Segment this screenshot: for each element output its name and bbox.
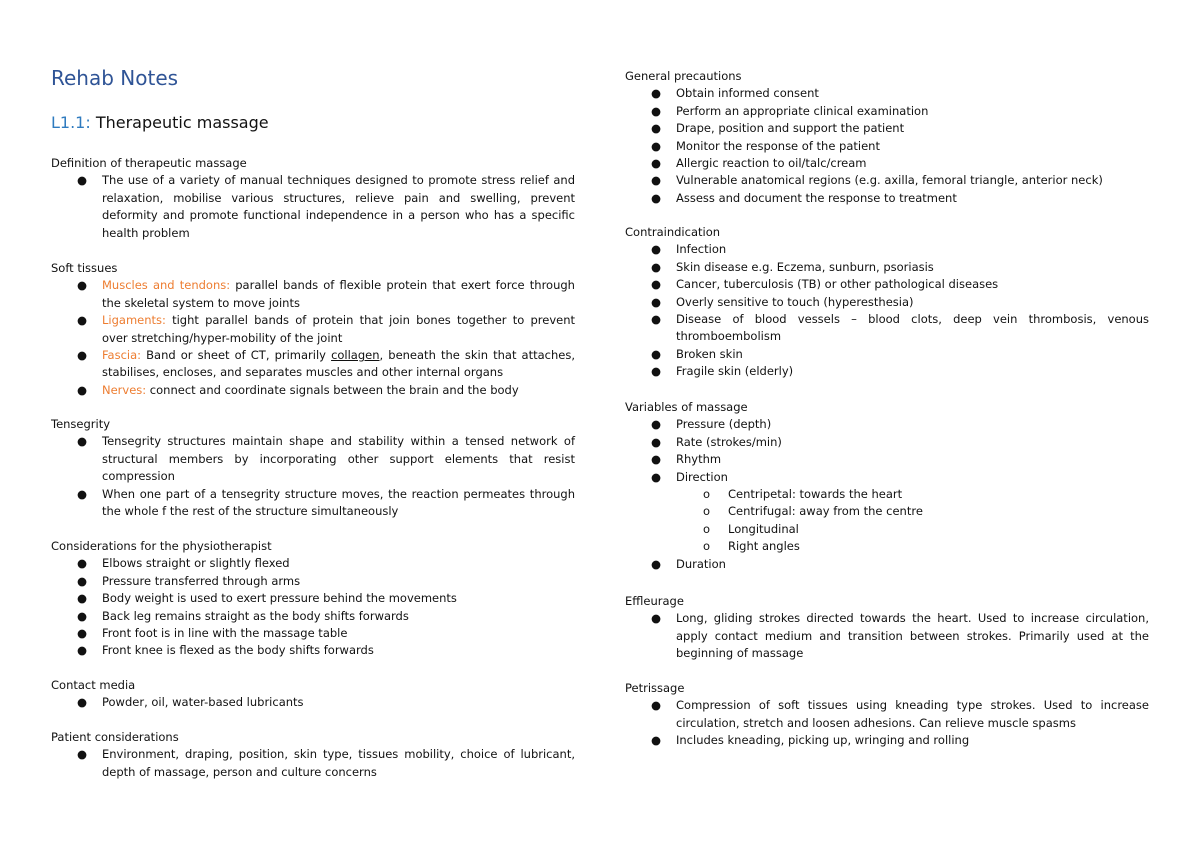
bullet-icon: ● — [651, 190, 662, 205]
list-item: ● Infection — [625, 241, 1149, 258]
sub-list-item: o Right angles — [676, 538, 1149, 555]
list-item: ● Overly sensitive to touch (hyperesthesia) — [625, 294, 1149, 311]
precautions-section — [625, 68, 1149, 207]
list-item: ● Allergic reaction to oil/talc/cream — [625, 155, 1149, 172]
section-heading: Tensegrity — [51, 417, 111, 431]
bullet-icon: ● — [651, 434, 662, 449]
bullet-icon: ● — [651, 417, 662, 432]
bullet-icon: ● — [651, 312, 662, 327]
bullet-list — [51, 433, 575, 520]
section-heading: Petrissage — [625, 681, 685, 695]
list-item: ● Rate (strokes/min) — [625, 434, 1149, 451]
bullet-icon: ● — [651, 611, 662, 626]
sub-list — [676, 486, 1149, 556]
list-item: ● Nerves: connect and coordinate signals between the brain and the body — [51, 382, 575, 399]
bullet-icon: ● — [77, 382, 88, 397]
circle-bullet-icon: o — [703, 504, 711, 519]
term-label: Muscles and tendons: — [102, 278, 231, 293]
bullet-icon: ● — [651, 698, 662, 713]
bullet-icon: ● — [651, 346, 662, 361]
bullet-list — [625, 610, 1149, 662]
bullet-icon: ● — [77, 434, 88, 449]
bullet-icon: ● — [77, 278, 88, 293]
bullet-icon: ● — [651, 121, 662, 136]
circle-bullet-icon: o — [703, 539, 711, 554]
term-label: Fascia: — [102, 348, 142, 363]
list-item: ● Long, gliding strokes directed towards the heart. Used to increase circulation, apply contact medium and transition between strokes. Primarily used at the beginning of massage — [651, 611, 1149, 661]
bullet-icon: ● — [651, 86, 662, 101]
list-item: ● Assess and document the response to treatment — [625, 190, 1149, 207]
bullet-icon: ● — [651, 469, 662, 484]
bullet-icon: ● — [77, 695, 88, 710]
list-item: ● Muscles and tendons: parallel bands of flexible protein that exert force through the skeletal system to move joints — [77, 278, 575, 310]
bullet-list — [625, 416, 1149, 573]
bullet-list — [51, 746, 575, 781]
circle-bullet-icon: o — [703, 487, 711, 502]
list-item: ● Rhythm — [625, 451, 1149, 468]
contraindication-section — [625, 224, 1149, 381]
contact-media-section — [51, 677, 575, 712]
bullet-icon: ● — [77, 556, 88, 571]
list-item: ● Cancer, tuberculosis (TB) or other pathological diseases — [625, 276, 1149, 293]
bullet-icon: ● — [77, 608, 88, 623]
bullet-icon: ● — [651, 277, 662, 292]
bullet-icon: ● — [77, 626, 88, 641]
term-label: Ligaments: — [102, 313, 166, 328]
bullet-icon: ● — [77, 591, 88, 606]
list-item: ● Disease of blood vessels – blood clots, deep vein thrombosis, venous thromboembolism — [651, 312, 1149, 344]
bullet-icon: ● — [77, 747, 88, 762]
list-item: ● Perform an appropriate clinical examination — [625, 103, 1149, 120]
list-item: ● Monitor the response of the patient — [625, 138, 1149, 155]
section-heading: Soft tissues — [51, 261, 118, 275]
list-item: ● Compression of soft tissues using kneading type strokes. Used to increase circulation, stretch and loosen adhesions. Can relieve muscle spasms — [651, 698, 1149, 730]
bullet-icon: ● — [651, 156, 662, 171]
bullet-list — [51, 694, 575, 711]
list-item: ● Pressure (depth) — [625, 416, 1149, 433]
lecture-heading — [51, 113, 269, 132]
list-item: ● When one part of a tensegrity structure moves, the reaction permeates through the whole f the rest of the structure simultaneously — [77, 486, 575, 519]
bullet-icon: ● — [651, 556, 662, 571]
list-item: ● Elbows straight or slightly flexed — [51, 555, 575, 572]
section-heading: Contact media — [51, 678, 136, 692]
bullet-icon: ● — [651, 294, 662, 309]
list-item: ● Back leg remains straight as the body shifts forwards — [51, 608, 575, 625]
bullet-icon: ● — [77, 173, 88, 188]
bullet-icon: ● — [651, 452, 662, 467]
bullet-icon: ● — [651, 259, 662, 274]
definition-section — [51, 155, 575, 242]
bullet-icon: ● — [651, 733, 662, 748]
section-heading: Considerations for the physiotherapist — [51, 539, 272, 553]
list-item: ● The use of a variety of manual techniques designed to promote stress relief and relaxation, mobilise various structures, relieve pain and swelling, prevent deformity and promote functional independence in a person who has a specific health problem — [77, 173, 575, 240]
bullet-list — [51, 555, 575, 659]
list-item: ● Fascia: Band or sheet of CT, primarily collagen, beneath the skin that attaches, stabilises, encloses, and separates muscles and other internal organs — [77, 348, 575, 380]
sub-list-item: o Centripetal: towards the heart — [676, 486, 1149, 503]
list-item: ● Pressure transferred through arms — [51, 573, 575, 590]
page-title: Rehab Notes — [51, 66, 179, 90]
bullet-icon: ● — [77, 313, 88, 328]
lecture-number: L1.1: — [51, 113, 91, 132]
bullet-list — [51, 277, 575, 399]
list-item: ● Duration — [625, 556, 1149, 573]
list-item: ● Skin disease e.g. Eczema, sunburn, psoriasis — [625, 259, 1149, 276]
bullet-icon: ● — [77, 573, 88, 588]
effleurage-section — [625, 593, 1149, 663]
variables-section — [625, 399, 1149, 573]
soft-tissues-section — [51, 260, 575, 399]
bullet-icon: ● — [651, 138, 662, 153]
patient-considerations-section — [51, 729, 575, 781]
list-item: ● Obtain informed consent — [625, 85, 1149, 102]
term-label: Nerves: — [102, 382, 147, 397]
sub-list-item: o Longitudinal — [676, 521, 1149, 538]
list-item: ● Broken skin — [625, 346, 1149, 363]
section-heading: Definition of therapeutic massage — [51, 156, 247, 170]
sub-list-item: o Centrifugal: away from the centre — [676, 503, 1149, 520]
bullet-icon: ● — [77, 348, 88, 363]
lecture-title: Therapeutic massage — [95, 113, 269, 132]
list-item: ● Tensegrity structures maintain shape and stability within a tensed network of structural members by incorporating other support elements that resist compression — [77, 434, 575, 484]
list-item: ● Powder, oil, water-based lubricants — [51, 694, 575, 711]
bullet-icon: ● — [651, 103, 662, 118]
petrissage-section — [625, 680, 1149, 750]
bullet-icon: ● — [77, 486, 88, 501]
section-heading: General precautions — [625, 69, 742, 83]
section-heading: Contraindication — [625, 225, 721, 239]
list-item: ● Direction o Centripetal: towards the heart o Centrifugal: away from the centre o Longitudinal o Right angles — [625, 469, 1149, 556]
list-item: ● Fragile skin (elderly) — [625, 363, 1149, 380]
list-item: ● Ligaments: tight parallel bands of protein that join bones together to prevent over stretching/hyper-mobility of the joint — [77, 313, 575, 345]
list-item: ● Vulnerable anatomical regions (e.g. axilla, femoral triangle, anterior neck) — [625, 172, 1149, 189]
tensegrity-section — [51, 416, 575, 520]
list-item: ● Body weight is used to exert pressure behind the movements — [51, 590, 575, 607]
bullet-icon: ● — [651, 242, 662, 257]
bullet-icon: ● — [651, 364, 662, 379]
bullet-list — [625, 697, 1149, 749]
list-item: ● Includes kneading, picking up, wringing and rolling — [625, 732, 1149, 749]
section-heading: Variables of massage — [625, 400, 748, 414]
bullet-icon: ● — [77, 643, 88, 658]
considerations-section — [51, 538, 575, 660]
section-heading: Effleurage — [625, 594, 684, 608]
circle-bullet-icon: o — [703, 521, 711, 536]
list-item: ● Environment, draping, position, skin type, tissues mobility, choice of lubricant, depth of massage, person and culture concerns — [77, 747, 575, 779]
list-item: ● Front knee is flexed as the body shifts forwards — [51, 642, 575, 659]
bullet-list — [51, 172, 575, 242]
bullet-list — [625, 85, 1149, 207]
section-heading: Patient considerations — [51, 730, 179, 744]
list-item: ● Drape, position and support the patient — [625, 120, 1149, 137]
bullet-list — [625, 241, 1149, 380]
list-item: ● Front foot is in line with the massage table — [51, 625, 575, 642]
bullet-icon: ● — [651, 173, 662, 188]
underlined-term: collagen — [331, 348, 380, 363]
